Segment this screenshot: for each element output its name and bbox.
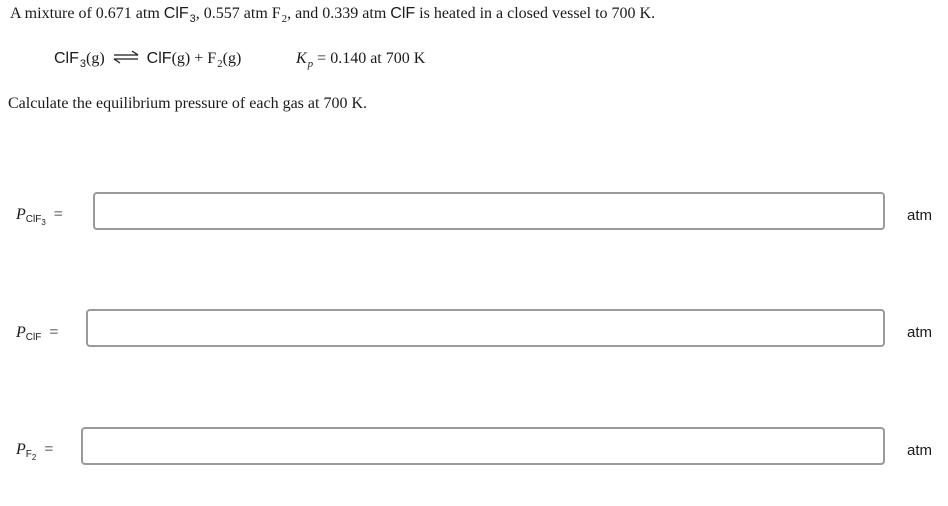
equals-sign: =: [49, 324, 59, 341]
text-segment: A mixture of 0.671 atm: [10, 5, 164, 22]
pressure-subscript: [26, 332, 42, 343]
state: (g): [86, 50, 105, 67]
pressure-label-f2: [16, 441, 54, 462]
pressure-subscript: [26, 214, 46, 225]
equilibrium-equation: [54, 50, 241, 68]
subscript: p: [307, 58, 314, 70]
clf-pressure-input[interactable]: [86, 309, 885, 347]
pressure-label-clf3: [16, 206, 63, 227]
equals-sign: =: [53, 206, 63, 223]
text-segment: , 0.557 atm F: [195, 5, 281, 22]
pressure-subscript: [26, 449, 37, 460]
f2-pressure-input[interactable]: [81, 427, 885, 465]
species: ClF: [25, 214, 42, 225]
chemical-clf3: ClF: [163, 5, 189, 22]
instruction-text: Calculate the equilibrium pressure of each gas at 700 K.: [8, 95, 367, 112]
subscript: 2: [217, 58, 223, 70]
subscript: 3: [79, 58, 87, 70]
subscript: 3: [189, 13, 196, 25]
state: (g) + F: [171, 50, 217, 67]
species-subscript: 2: [31, 453, 37, 462]
equals-sign: =: [44, 441, 54, 458]
pressure-symbol: P: [16, 206, 26, 223]
problem-statement: [10, 5, 655, 23]
kp-symbol: K: [296, 50, 307, 67]
state: (g): [222, 50, 242, 67]
unit-label: atm: [907, 207, 933, 224]
pressure-symbol: P: [16, 324, 26, 341]
unit-label: atm: [907, 442, 933, 459]
reactant: ClF: [54, 50, 79, 67]
species: ClF: [25, 332, 42, 343]
clf3-pressure-input[interactable]: [93, 192, 885, 230]
equilibrium-arrow-icon: [113, 50, 139, 64]
text-segment: is heated in a closed vessel to 700 K.: [415, 5, 656, 22]
pressure-label-clf: [16, 324, 58, 342]
text-segment: , and 0.339 atm: [287, 5, 391, 22]
chemical-clf: ClF: [390, 5, 416, 22]
kp-value: = 0.140 at 700 K: [313, 50, 426, 67]
subscript: 2: [281, 13, 288, 25]
unit-label: atm: [907, 324, 933, 341]
product: ClF: [146, 50, 172, 67]
pressure-symbol: P: [16, 441, 26, 458]
species: F: [25, 449, 32, 460]
kp-expression: [296, 50, 425, 68]
species-subscript: 3: [41, 218, 46, 227]
